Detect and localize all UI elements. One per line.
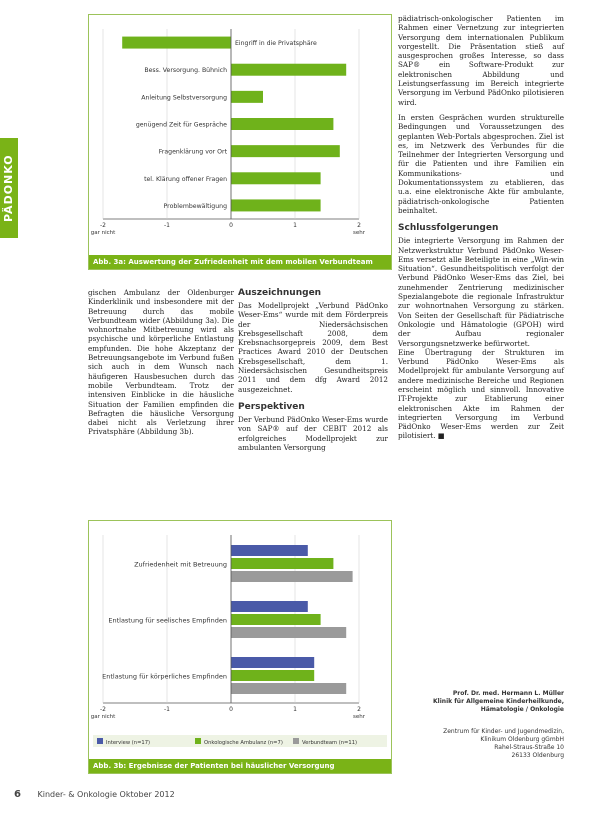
bar: [231, 683, 346, 694]
bar: [231, 545, 308, 556]
section-tab: [0, 138, 18, 238]
category-label: Eingriff in die Privatsphäre: [235, 40, 317, 48]
bar: [122, 37, 231, 49]
legend-swatch: [195, 738, 201, 744]
category-label: Anleitung Selbstversorgung: [141, 94, 227, 102]
category-label: Problembewältigung: [163, 202, 227, 210]
legend-label: Verbundteam (n=11): [302, 740, 358, 746]
x-axis-label-left: gar nicht: [90, 714, 116, 720]
heading-schlussfolgerungen: Schlussfolgerungen: [398, 223, 499, 234]
category-label: genügend Zeit für Gespräche: [135, 121, 227, 129]
figure-2-chart: [89, 521, 391, 759]
page-footer: [14, 789, 175, 800]
column-3-paragraph-2: In ersten Gesprächen wurden strukturelle Bedingungen und Voraussetzungen des geplanten Web-Portals abgesprochen. Ziel ist es, im Netzwerk des Verbundes für die Teilnehmer der Integrierten Versorgung und für die Patienten und ihre Familien ein Kommunikations- und Dokumentationssystem zu etablieren, das u.a. eine elektronische Akte für ambulante, pädiatrisch-onkologische Patienten beinhaltet.: [398, 112, 564, 215]
address-line-2: Klinikum Oldenburg gGmbH: [480, 736, 564, 743]
category-label: Entlastung für körperliches Empfinden: [102, 672, 227, 681]
category-label: Fragenklärung vor Ort: [158, 148, 227, 156]
figure-1-caption: Abb. 3a: Auswertung der Zufriedenheit mit dem mobilen Verbundteam: [89, 255, 391, 269]
x-tick-label: -2: [100, 222, 106, 229]
x-axis-label-right: sehr: [353, 230, 365, 236]
bar: [231, 670, 314, 681]
bar: [231, 558, 333, 569]
x-tick-label: 2: [357, 706, 361, 713]
x-axis-label-left: gar nicht: [90, 230, 116, 236]
x-tick-label: 1: [293, 706, 297, 713]
category-label: Entlastung für seelisches Empfinden: [108, 616, 227, 625]
figure-1: [88, 14, 392, 270]
x-tick-label: 0: [229, 222, 233, 229]
address-block: [398, 728, 564, 760]
column-3-paragraph-3: Die integrierte Versorgung im Rahmen der Netzwerkstruktur Verbund PädOnko Weser-Ems versetzt alle Beteiligte in eine „Win-win Situation“. Gesundheitspolitisch verfolgt der Verbund PädOnko Weser-Ems das Ziel, bei zunehmender Zentrierung medizinischer Spezialangebote die regionale Infrastruktur zur wohnortnahen Versorgung zu stärken. Von Seiten der Gesellschaft für Pädiatrische Onkologie und Hämatologie (GPOH) wird der Aufbau regionaler Versorgungsnetzwerke befürwortet.: [398, 236, 564, 348]
legend-swatch: [293, 738, 299, 744]
author-block: [398, 690, 564, 714]
heading-auszeichnungen: Auszeichnungen: [238, 288, 322, 298]
column-1-text: gischen Ambulanz der Oldenburger Kinderklinik und insbesondere mit der Betreuung durch das mobile Verbundteam wider (Abbildung 3a). Die wohnortnahe Mitbetreuung wird als psychische und körperliche Entlastung empfunden. Die hohe Akzeptanz der Betreuungsangebote im Verbund fußen sich auch in dem Wunsch nach häufigeren Hausbesuchen durch das mobile Verbundteam. Trotz der intensiven Einblicke in die häusliche Situation der Familien empfinden die Befragten die häusliche Versorgung dabei nicht als Verletzung ihrer Privatsphäre (Abbildung 3b).: [88, 288, 234, 437]
column-1: [88, 288, 234, 437]
bar: [231, 64, 346, 76]
figure-1-chart: [89, 15, 391, 255]
x-tick-label: -2: [100, 706, 106, 713]
legend-swatch: [97, 738, 103, 744]
bar: [231, 601, 308, 612]
author-dept-2: Hämatologie / Onkologie: [480, 706, 564, 713]
author-dept: Klinik für Allgemeine Kinderheilkunde,: [433, 698, 564, 705]
column-2: [238, 288, 388, 452]
bar: [231, 614, 321, 625]
x-axis-label-right: sehr: [353, 714, 365, 720]
bar: [231, 571, 353, 582]
bar: [231, 91, 263, 103]
column-3-paragraph-1: pädiatrisch-onkologischer Patienten im Rahmen einer Vernetzung zur integrierten Versorgung dem internationalen Publikum vorgestellt. Die Präsentation stieß auf ausgesprochen großes Interesse, so dass SAP® ein Software-Produkt zur elektronischen Abbildung und Leistungserfassung im Bereich integrierte Versorgung im Verbund PädOnko pilotisieren wird.: [398, 14, 564, 107]
journal-name: Kinder- & Onkologie Oktober 2012: [37, 790, 175, 799]
column-3-paragraph-4: Eine Übertragung der Strukturen im Verbund PädOnko Weser-Ems als Modellprojekt für ambulante Versorgung auf andere medizinische Bereiche und Regionen erscheint möglich und sinnvoll. Innovative IT-Projekte zur Etablierung einer elektronischen Akte im Rahmen der integrierten Versorgung im Verbund PädOnko Weser-Ems werden zur Zeit pilotisiert. ■: [398, 347, 564, 441]
column-2-paragraph-2: Der Verbund PädOnko Weser-Ems wurde von SAP® auf der CEBIT 2012 als erfolgreiches Modellprojekt zur ambulanten Versorgung: [238, 414, 388, 452]
category-label: Zufriedenheit mit Betreuung: [134, 560, 227, 569]
x-tick-label: -1: [164, 222, 170, 229]
bar: [231, 199, 321, 211]
x-tick-label: -1: [164, 706, 170, 713]
author-name: Prof. Dr. med. Hermann L. Müller: [452, 690, 564, 697]
category-label: Bess. Versorgung. Bühnich: [144, 67, 227, 75]
x-tick-label: 1: [293, 222, 297, 229]
bar: [231, 627, 346, 638]
figure-2: [88, 520, 392, 774]
bar: [231, 657, 314, 668]
category-label: tel. Klärung offener Fragen: [144, 175, 227, 183]
section-tab-label: PÄDONKO: [2, 154, 15, 222]
page-number: 6: [14, 789, 21, 800]
legend-label: Onkologische Ambulanz (n=7): [204, 740, 283, 746]
address-line-3: Rahel-Straus-Straße 10: [494, 744, 564, 751]
heading-perspektiven: Perspektiven: [238, 401, 305, 412]
x-tick-label: 2: [357, 222, 361, 229]
bar: [231, 172, 321, 184]
x-tick-label: 0: [229, 706, 233, 713]
column-3: [398, 14, 564, 441]
bar: [231, 145, 340, 157]
address-line-1: Zentrum für Kinder- und Jugendmedizin,: [443, 728, 564, 735]
legend-label: Interview (n=17): [106, 740, 151, 746]
bar: [231, 118, 333, 130]
figure-2-caption: Abb. 3b: Ergebnisse der Patienten bei häuslicher Versorgung: [89, 759, 391, 773]
address-line-4: 26133 Oldenburg: [511, 752, 564, 759]
column-2-paragraph-1: Das Modellprojekt „Verbund PädOnko Weser-Ems“ wurde mit dem Förderpreis der Niedersächsischen Krebsgesellschaft 2008, dem Krebsnachsorgepreis 2009, dem Best Practices Award 2010 der Deutschen Krebsgesellschaft, dem 1. Niedersächsischen Gesundheitspreis 2011 und dem dfg Award 2012 ausgezeichnet.: [238, 301, 388, 394]
